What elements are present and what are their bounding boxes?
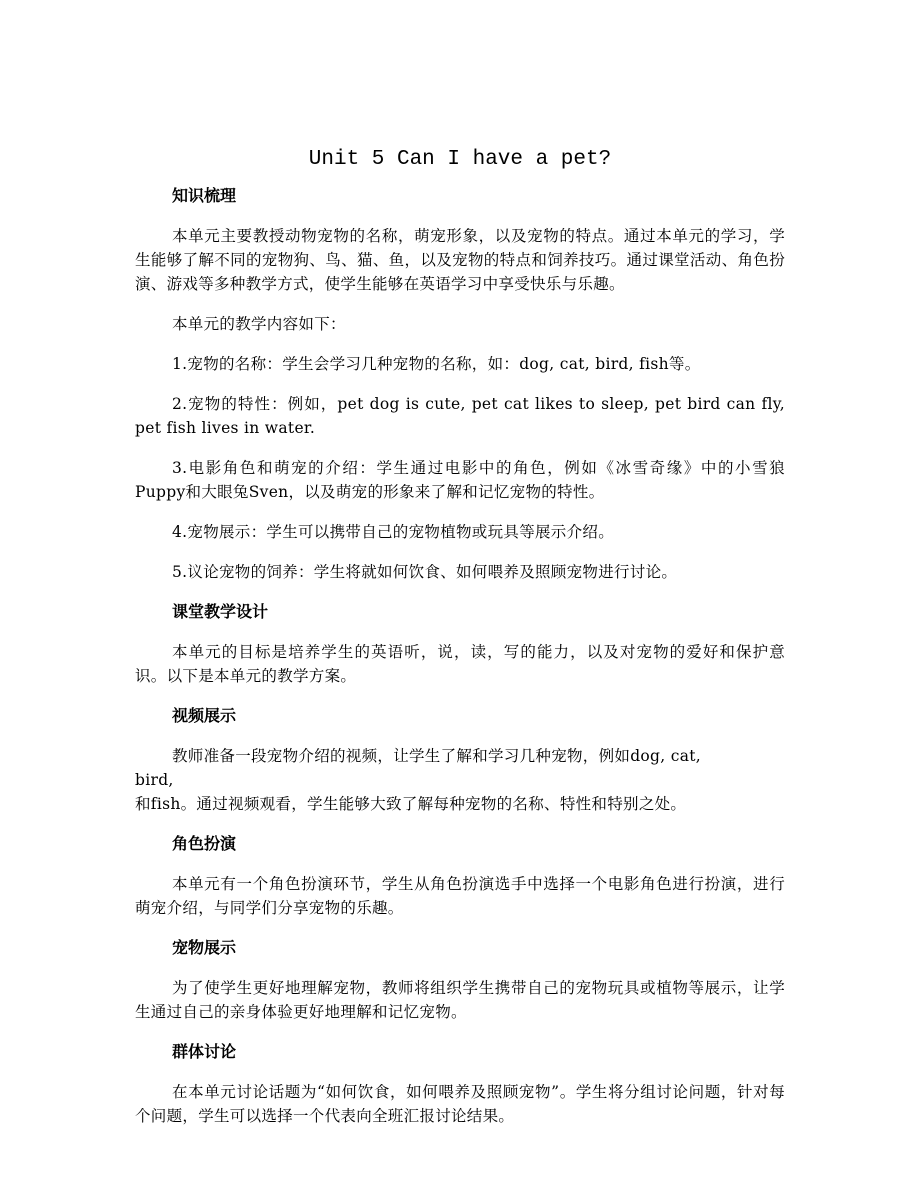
paragraph-line: 教师准备一段宠物介绍的视频，让学生了解和学习几种宠物，例如dog, cat, [172,747,702,765]
paragraph [135,744,785,816]
paragraph: 为了使学生更好地理解宠物，教师将组织学生携带自己的宠物玩具或植物等展示，让学生通过自己的亲身体验更好地理解和记忆宠物。 [135,979,785,1021]
section-heading-pet-show: 宠物展示 [172,938,237,957]
document-page [135,146,785,1144]
paragraph-line: bird, [135,771,174,789]
list-item: 2.宠物的特性：例如，pet dog is cute, pet cat likes to sleep, pet bird can fly, pet fish lives in water. [135,395,785,437]
section-heading-roleplay: 角色扮演 [172,834,237,853]
paragraph: 本单元的教学内容如下： [172,315,346,333]
list-item: 1.宠物的名称：学生会学习几种宠物的名称，如：dog, cat, bird, fish等。 [172,355,701,373]
section-heading-class-design: 课堂教学设计 [172,602,269,621]
paragraph: 在本单元讨论话题为“如何饮食，如何喂养及照顾宠物”。学生将分组讨论问题，针对每个问题，学生可以选择一个代表向全班汇报讨论结果。 [135,1083,785,1125]
paragraph: 本单元有一个角色扮演环节，学生从角色扮演选手中选择一个电影角色进行扮演，进行萌宠介绍，与同学们分享宠物的乐趣。 [135,875,785,917]
paragraph-line: 和fish。通过视频观看，学生能够大致了解每种宠物的名称、特性和特别之处。 [135,795,687,813]
list-item: 3.电影角色和萌宠的介绍：学生通过电影中的角色，例如《冰雪奇缘》中的小雪狼Puppy和大眼兔Sven，以及萌宠的形象来了解和记忆宠物的特性。 [135,459,785,501]
section-heading-video: 视频展示 [172,706,237,725]
document-title: Unit 5 Can I have a pet? [308,148,612,171]
section-heading-knowledge: 知识梳理 [172,186,237,205]
paragraph: 本单元主要教授动物宠物的名称，萌宠形象，以及宠物的特点。通过本单元的学习，学生能够了解不同的宠物狗、鸟、猫、鱼，以及宠物的特点和饲养技巧。通过课堂活动、角色扮演、游戏等多种教学方式，使学生能够在英语学习中享受快乐与乐趣。 [135,227,785,293]
list-item: 5.议论宠物的饲养：学生将就如何饮食、如何喂养及照顾宠物进行讨论。 [172,563,678,581]
paragraph: 本单元的目标是培养学生的英语听，说，读，写的能力，以及对宠物的爱好和保护意识。以下是本单元的教学方案。 [135,643,785,685]
section-heading-discussion: 群体讨论 [172,1042,237,1061]
list-item: 4.宠物展示：学生可以携带自己的宠物植物或玩具等展示介绍。 [172,523,614,541]
